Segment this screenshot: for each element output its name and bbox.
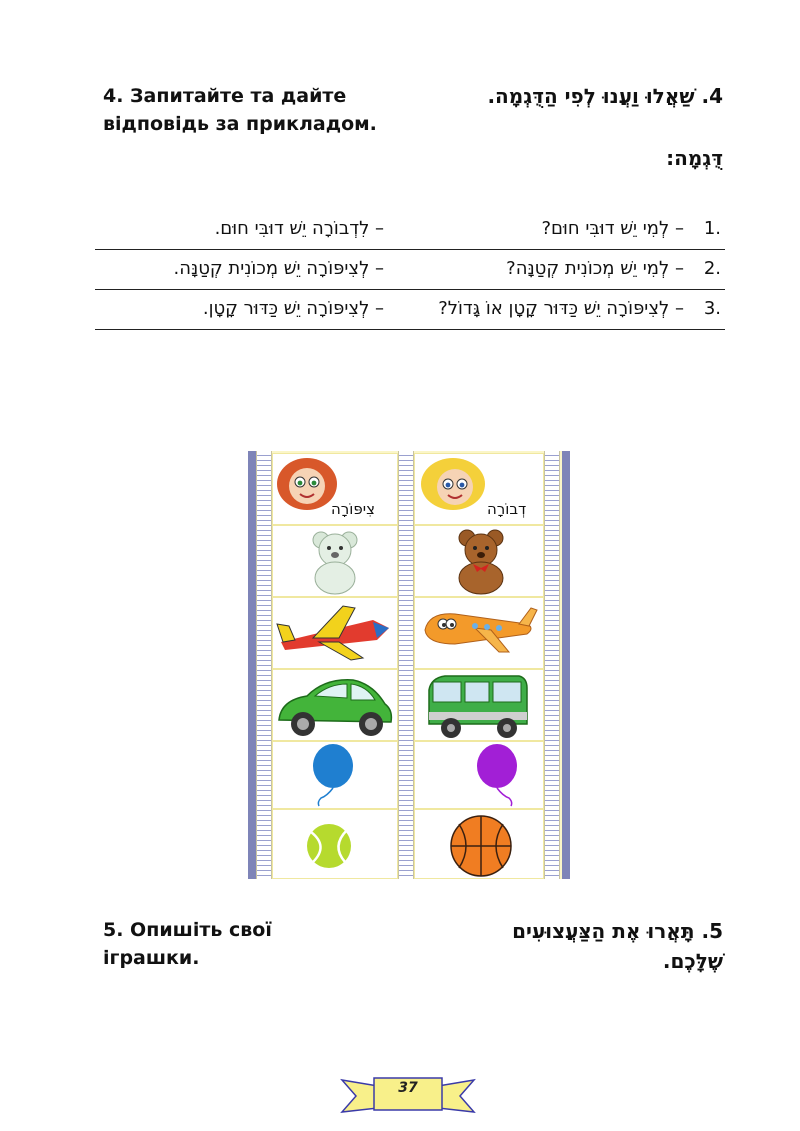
task4-heading-hebrew: 4. שַׁאֲלוּ וַעֲנוּ לְפִי הַדֻּגְמָה. [487,84,723,108]
cell-right-6 [414,809,544,879]
row-question: – לְמִי יֵשׁ דוּבִּי חוּם? [414,210,684,250]
table-row [95,290,725,330]
cell-right-2 [414,525,544,597]
page-number: 37 [398,1080,418,1096]
green-van-icon [415,670,543,740]
row-number: 2. [684,250,725,290]
row-question: – לְצִיפּוֹרָה יֵשׁ כַּדּוּר קָטָן אוֹ גָּדוֹל? [414,290,684,330]
basketball-icon [415,810,543,878]
tennis-ball-icon [273,810,397,878]
cell-left-3 [272,597,398,669]
name-dvora: דְבוֹרָה [487,500,527,518]
orange-airplane-icon [415,598,543,668]
task5-heading-ukrainian: 5. Опишіть свої іграшки. [103,919,272,969]
red-yellow-airplane-icon [273,598,397,668]
cell-left-4 [272,669,398,741]
table-row [95,210,725,250]
cell-right-4 [414,669,544,741]
brown-teddy-bear-icon [415,526,543,596]
row-number: 1. [684,210,725,250]
row-answer: – לְצִיפּוֹרָה יֵשׁ מְכוֹנִית קְטַנָּה. [95,250,414,290]
film-strip [544,451,560,879]
row-answer: – לִדְבוֹרָה יֵשׁ דוּבִּי חוּם. [95,210,414,250]
film-strip [398,451,414,879]
cell-left-2 [272,525,398,597]
cell-right-3 [414,597,544,669]
toys-picture-panel [248,451,570,879]
blue-balloon-icon [273,742,397,808]
cell-left-6 [272,809,398,879]
film-rail [248,451,256,879]
row-answer: – לְצִיפּוֹרָה יֵשׁ כַּדּוּר קָטָן. [95,290,414,330]
green-small-car-icon [273,670,397,740]
film-rail [562,451,570,879]
example-label: דֻּגְמָה: [666,146,723,170]
film-strip [256,451,272,879]
cell-right-1 [414,453,544,525]
cell-left-1 [272,453,398,525]
cell-left-5 [272,741,398,809]
table-row [95,250,725,290]
task5-heading-hebrew: 5. תָּאֲרוּ אֶת הַצַּעֲצוּעִים שֶׁלָּכֶם. [512,919,723,973]
row-question: – לְמִי יֵשׁ מְכוֹנִית קְטַנָּה? [414,250,684,290]
task4-heading-ukrainian: 4. Запитайте та дайте відповідь за прикладом. [103,85,377,135]
qa-table [95,210,725,330]
cell-right-5 [414,741,544,809]
purple-balloon-icon [415,742,543,808]
row-number: 3. [684,290,725,330]
name-tsipora: צִיפּוֹרָה [331,500,375,518]
white-teddy-bear-icon [273,526,397,596]
page-number-badge [338,1072,478,1116]
